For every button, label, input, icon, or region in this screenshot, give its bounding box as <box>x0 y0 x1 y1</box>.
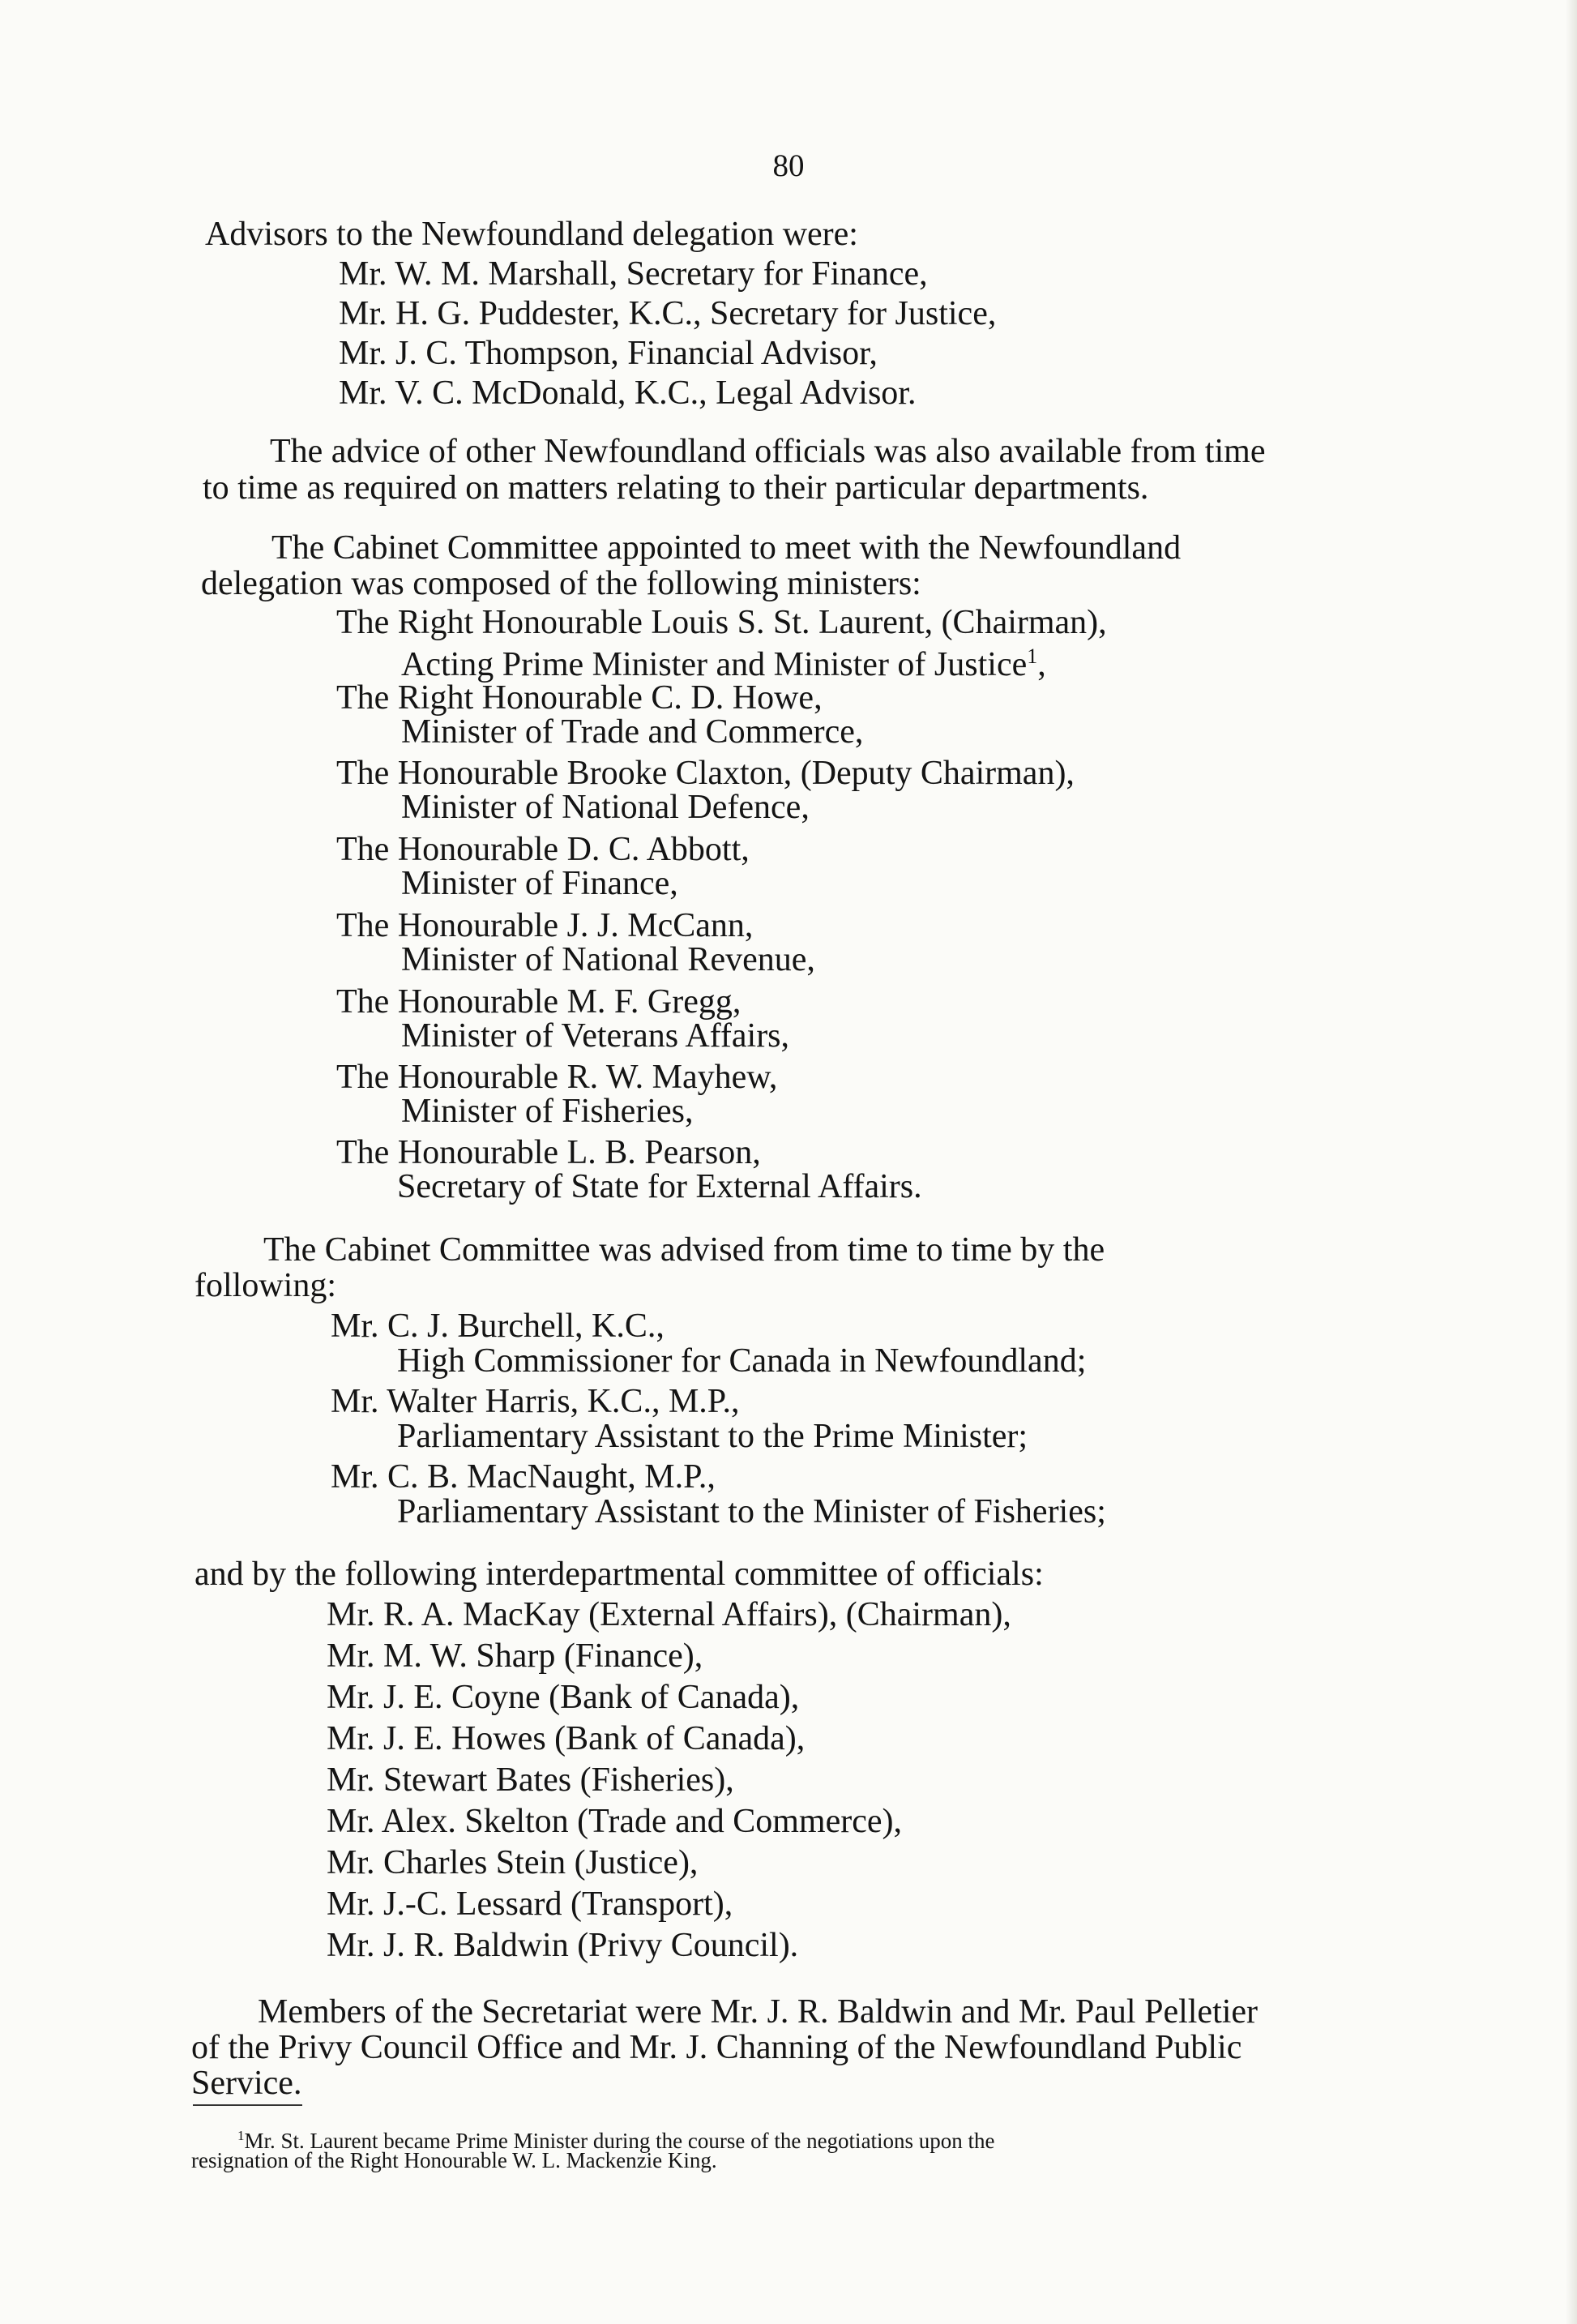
minister-title: Minister of Finance, <box>401 865 678 902</box>
minister-name: The Right Honourable Louis S. St. Laurent, (Chairman), <box>336 604 1107 641</box>
footnote-line: resignation of the Right Honourable W. L. Mackenzie King. <box>191 2148 717 2172</box>
adviser-title: Parliamentary Assistant to the Minister of Fisheries; <box>397 1493 1106 1530</box>
punctuation: , <box>1037 646 1046 683</box>
advisor-item: Mr. J. C. Thompson, Financial Advisor, <box>339 335 878 372</box>
official-item: Mr. Charles Stein (Justice), <box>327 1844 699 1881</box>
justified-line <box>270 432 1430 471</box>
advised-intro-line: following: <box>194 1267 336 1304</box>
official-item: Mr. J.-C. Lessard (Transport), <box>327 1885 733 1923</box>
text: The advice of other Newfoundland officials was also available from time <box>270 433 1266 470</box>
footnote-mark: 1 <box>1027 644 1038 668</box>
adviser-title: Parliamentary Assistant to the Prime Minister; <box>397 1418 1028 1455</box>
official-item: Mr. M. W. Sharp (Finance), <box>327 1637 703 1675</box>
adviser-title: High Commissioner for Canada in Newfoundland; <box>397 1342 1087 1380</box>
official-item: Mr. R. A. MacKay (External Affairs), (Chairman), <box>327 1596 1011 1633</box>
adviser-name: Mr. C. J. Burchell, K.C., <box>331 1308 665 1345</box>
footnote-text: Mr. St. Laurent became Prime Minister during the course of the negotiations upon the <box>244 2129 995 2153</box>
minister-name: The Honourable L. B. Pearson, <box>336 1134 761 1171</box>
minister-title: Minister of National Defence, <box>401 789 810 826</box>
minister-title: Minister of Trade and Commerce, <box>401 713 864 751</box>
secretariat-line: of the Privy Council Office and Mr. J. Channing of the Newfoundland Public <box>191 2029 1242 2066</box>
official-item: Mr. Stewart Bates (Fisheries), <box>327 1761 734 1799</box>
minister-name: The Honourable R. W. Mayhew, <box>336 1059 778 1096</box>
page-number: 80 <box>772 148 805 183</box>
minister-name: The Honourable J. J. McCann, <box>336 907 754 944</box>
advised-intro-line: The Cabinet Committee was advised from time to time by the <box>263 1231 1105 1269</box>
cabinet-intro-line: delegation was composed of the following ministers: <box>201 565 921 602</box>
minister-name: The Right Honourable C. D. Howe, <box>336 679 823 717</box>
officials-heading: and by the following interdepartmental committee of officials: <box>194 1556 1044 1593</box>
minister-title <box>401 637 1046 684</box>
minister-title: Minister of National Revenue, <box>401 941 815 978</box>
minister-name: The Honourable M. F. Gregg, <box>336 983 741 1021</box>
advisor-item: Mr. V. C. McDonald, K.C., Legal Advisor. <box>339 374 917 412</box>
advisors-heading: Advisors to the Newfoundland delegation were: <box>205 216 858 253</box>
minister-title: Minister of Veterans Affairs, <box>401 1017 790 1055</box>
advice-paragraph-line: to time as required on matters relating to their particular departments. <box>203 469 1149 507</box>
advisor-item: Mr. W. M. Marshall, Secretary for Finance, <box>339 255 928 293</box>
minister-title-text: Acting Prime Minister and Minister of Justice <box>401 646 1028 683</box>
secretariat-line: Members of the Secretariat were Mr. J. R. Baldwin and Mr. Paul Pelletier <box>258 1993 1259 2031</box>
minister-title: Secretary of State for External Affairs. <box>397 1168 922 1205</box>
official-item: Mr. J. R. Baldwin (Privy Council). <box>327 1927 799 1964</box>
adviser-name: Mr. C. B. MacNaught, M.P., <box>331 1458 716 1496</box>
minister-name: The Honourable D. C. Abbott, <box>336 831 750 868</box>
advice-paragraph-line <box>270 432 1430 471</box>
footnote-rule <box>193 2104 302 2106</box>
adviser-name: Mr. Walter Harris, K.C., M.P., <box>331 1383 740 1420</box>
official-item: Mr. J. E. Howes (Bank of Canada), <box>327 1720 806 1757</box>
secretariat-line: Service. <box>191 2065 302 2102</box>
minister-name: The Honourable Brooke Claxton, (Deputy Chairman), <box>336 755 1075 792</box>
advisor-item: Mr. H. G. Puddester, K.C., Secretary for Justice, <box>339 295 997 332</box>
footnote-mark: 1 <box>237 2128 245 2143</box>
official-item: Mr. Alex. Skelton (Trade and Commerce), <box>327 1803 903 1840</box>
official-item: Mr. J. E. Coyne (Bank of Canada), <box>327 1679 800 1716</box>
minister-title: Minister of Fisheries, <box>401 1093 694 1130</box>
cabinet-intro-line: The Cabinet Committee appointed to meet with the Newfoundland <box>271 529 1182 567</box>
page-edge-shadow <box>1566 0 1577 2324</box>
